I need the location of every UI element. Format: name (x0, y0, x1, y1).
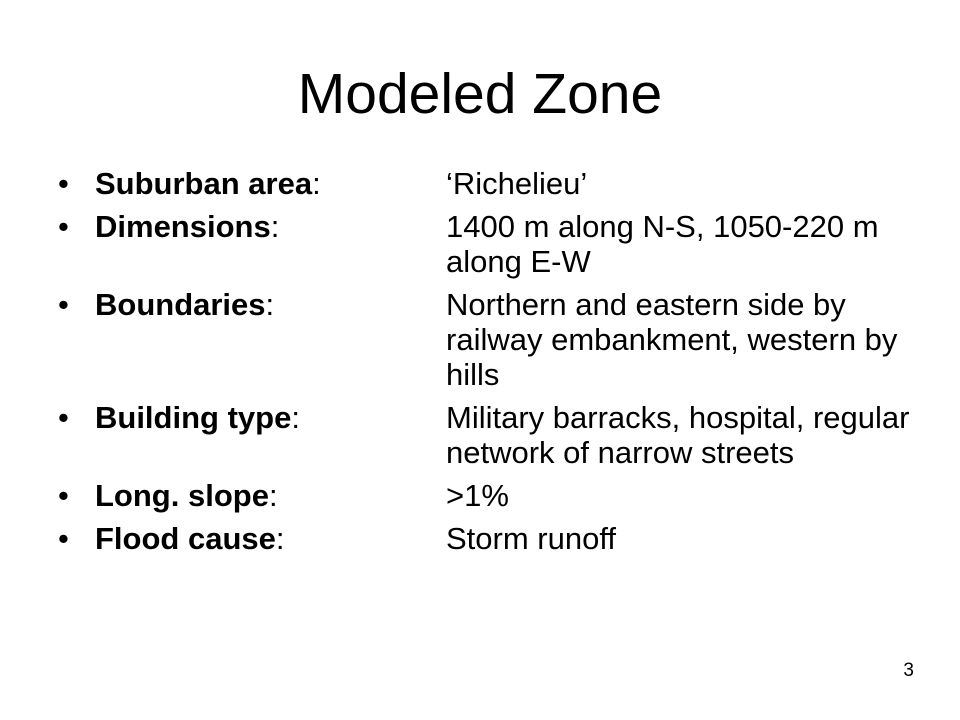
bullet-list (58, 166, 918, 564)
list-item-flood-cause (58, 521, 918, 556)
item-term (95, 521, 446, 556)
item-value: 1400 m along N-S, 1050-220 m along E-W (446, 209, 879, 279)
bullet-icon: • (58, 521, 69, 556)
item-value: Military barracks, hospital, regular network of narrow streets (446, 400, 910, 470)
item-term (95, 287, 446, 392)
item-separator: : (312, 166, 321, 201)
slide-title: Modeled Zone (297, 62, 663, 126)
bullet-icon: • (58, 400, 69, 435)
item-value: >1% (446, 478, 509, 513)
list-item-dimensions (58, 209, 918, 279)
item-separator: : (275, 521, 285, 556)
bullet-icon: • (58, 209, 69, 244)
item-term (95, 166, 446, 201)
item-term-label: Building type (95, 400, 292, 435)
item-term (95, 209, 446, 279)
item-separator: : (291, 400, 300, 435)
item-separator: : (270, 209, 280, 244)
list-item-building-type (58, 400, 918, 470)
item-term-label: Boundaries (95, 287, 266, 322)
item-term-label: Flood cause (95, 521, 276, 556)
item-separator: : (268, 478, 278, 513)
item-term (95, 478, 446, 513)
item-term-label: Suburban area (95, 166, 313, 201)
item-value: Storm runoff (446, 521, 617, 556)
item-term (95, 400, 446, 470)
bullet-icon: • (58, 166, 69, 201)
bullet-icon: • (58, 287, 69, 322)
page-number: 3 (903, 660, 914, 681)
bullet-icon: • (58, 478, 69, 513)
item-value: ‘Richelieu’ (446, 166, 588, 201)
list-item-suburban-area (58, 166, 918, 201)
item-value: Northern and eastern side by railway embankment, western by hills (446, 287, 898, 392)
item-separator: : (265, 287, 275, 322)
item-term-label: Dimensions (95, 209, 271, 244)
list-item-long-slope (58, 478, 918, 513)
item-term-label: Long. slope (95, 478, 269, 513)
list-item-boundaries (58, 287, 918, 392)
